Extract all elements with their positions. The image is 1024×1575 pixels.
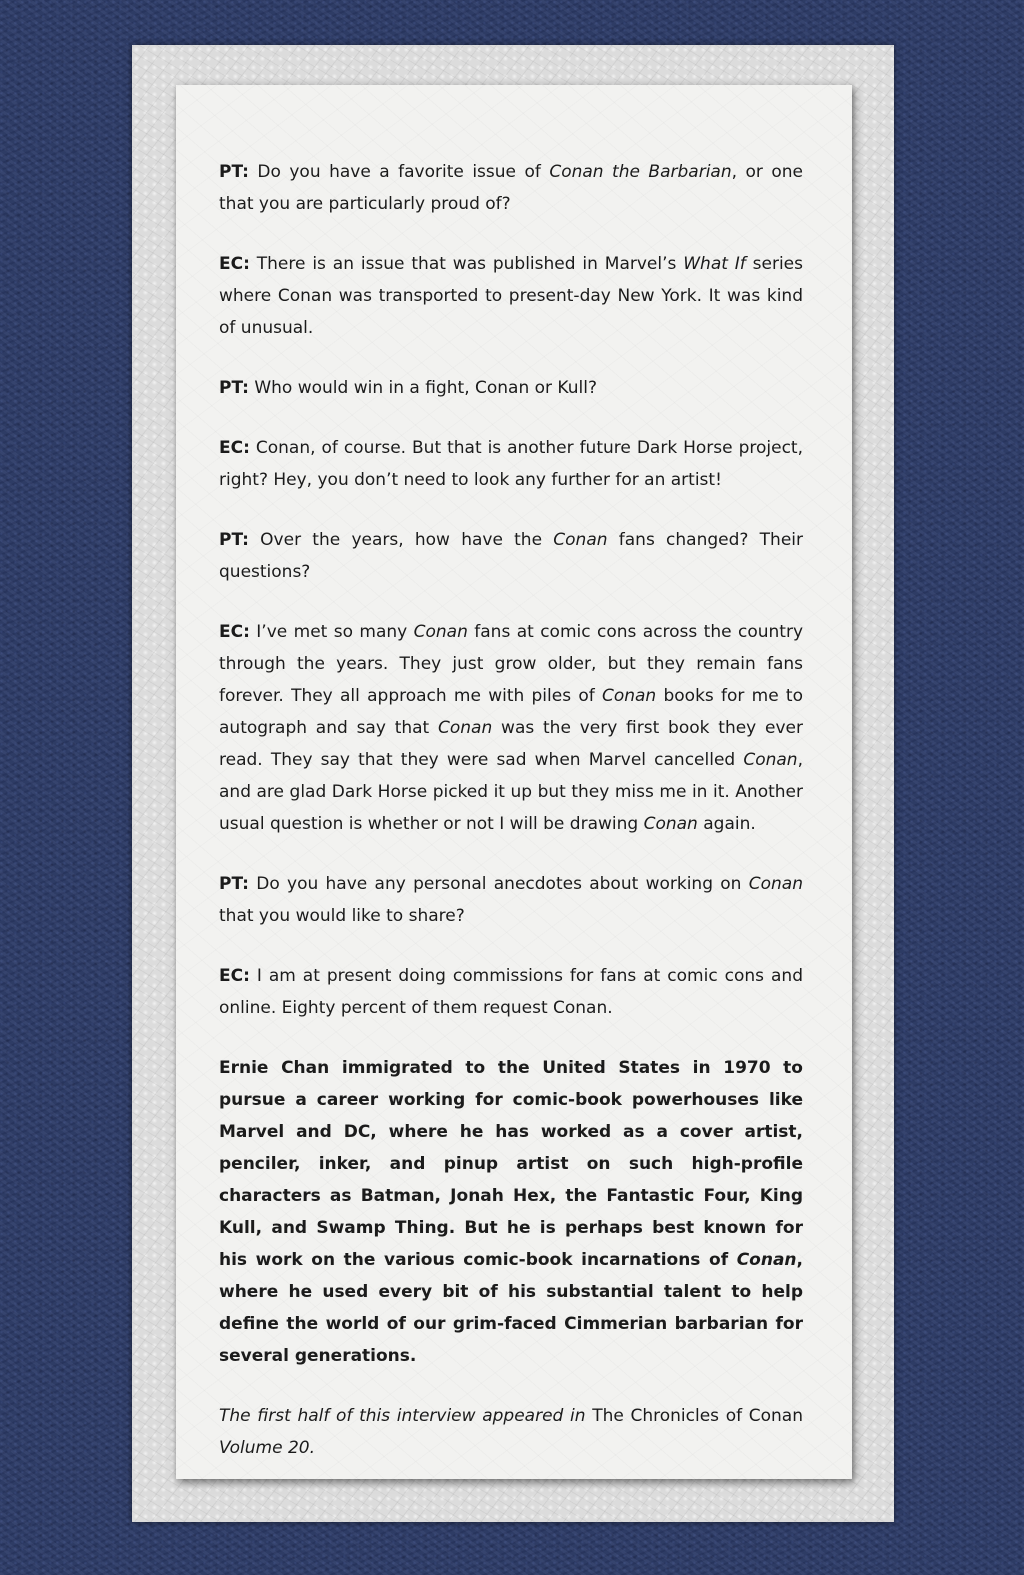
italic-text: Conan the Barbarian: [549, 162, 732, 182]
source-footnote: [219, 1400, 803, 1464]
text-run: Conan, of course. But that is another future Dark Horse project, right? Hey, you don’t need to look any further for an artist!: [219, 438, 803, 490]
speaker-label: PT:: [219, 530, 249, 550]
text-run: was the very first book they ever read. They say that they were sad when Marvel cancelled: [219, 718, 803, 770]
text-run: , where he used every bit of his substantial talent to help define the world of our grim-faced Cimmerian barbarian for several generations.: [219, 1250, 803, 1366]
interview-paragraph: [219, 960, 803, 1024]
text-run: Over the years, how have the: [248, 530, 554, 550]
italic-text: What If: [683, 254, 746, 274]
text-run: fans changed? Their questions?: [219, 530, 803, 582]
speaker-label: EC:: [219, 622, 250, 642]
text-run: that you would like to share?: [219, 906, 465, 926]
interview-paragraph: [219, 524, 803, 588]
interview-paragraph: [219, 372, 803, 404]
italic-text: Conan: [553, 530, 608, 550]
article-text: [219, 156, 803, 1492]
text-run: There is an issue that was published in Marvel’s: [249, 254, 684, 274]
italic-text: Conan: [413, 622, 468, 642]
speaker-label: EC:: [219, 438, 250, 458]
italic-text: Conan: [736, 1250, 797, 1270]
interview-paragraph: [219, 432, 803, 496]
text-run: fans at comic cons across the country through the years. They just grow older, but they remain fans forever. They all approach me with piles of: [219, 622, 803, 706]
italic-text: Conan: [438, 718, 493, 738]
text-run: again.: [697, 814, 756, 834]
text-run: Do you have a favorite issue of: [248, 162, 550, 182]
interview-paragraph: [219, 156, 803, 220]
text-run: I am at present doing commissions for fans at comic cons and online. Eighty percent of them request Conan.: [219, 966, 803, 1018]
speaker-label: PT:: [219, 162, 249, 182]
speaker-label: PT:: [219, 378, 249, 398]
text-run: series where Conan was transported to present-day New York. It was kind of unusual.: [219, 254, 803, 338]
italic-text: The first half of this interview appeared in: [219, 1406, 586, 1426]
italic-text: Conan: [743, 750, 798, 770]
text-run: , or one that you are particularly proud of?: [219, 162, 803, 214]
text-run: books for me to autograph and say that: [219, 686, 803, 738]
text-run: The Chronicles of Conan: [585, 1406, 803, 1426]
text-run: Do you have any personal anecdotes about working on: [248, 874, 749, 894]
text-run: , and are glad Dark Horse picked it up but they miss me in it. Another usual question is whether or not I will be drawing: [219, 750, 803, 834]
interview-paragraph: [219, 868, 803, 932]
speaker-label: EC:: [219, 254, 250, 274]
interview-paragraph: [219, 248, 803, 344]
italic-text: Volume 20.: [219, 1438, 315, 1458]
italic-text: Conan: [748, 874, 803, 894]
author-bio: [219, 1052, 803, 1372]
interview-section: [219, 156, 803, 1024]
text-run: Who would win in a fight, Conan or Kull?: [248, 378, 597, 398]
speaker-label: PT:: [219, 874, 249, 894]
italic-text: Conan: [643, 814, 698, 834]
text-run: I’ve met so many: [249, 622, 414, 642]
speaker-label: EC:: [219, 966, 250, 986]
text-run: Ernie Chan immigrated to the United States in 1970 to pursue a career working for comic-book powerhouses like Marvel and DC, where he has worked as a cover artist, penciler, inker, and pinup artist on such high-profile characters as Batman, Jonah Hex, the Fantastic Four, King Kull, and Swamp Thing. But he is perhaps best known for his work on the various comic-book incarnations of: [219, 1058, 803, 1270]
interview-paragraph: [219, 616, 803, 840]
italic-text: Conan: [601, 686, 657, 706]
